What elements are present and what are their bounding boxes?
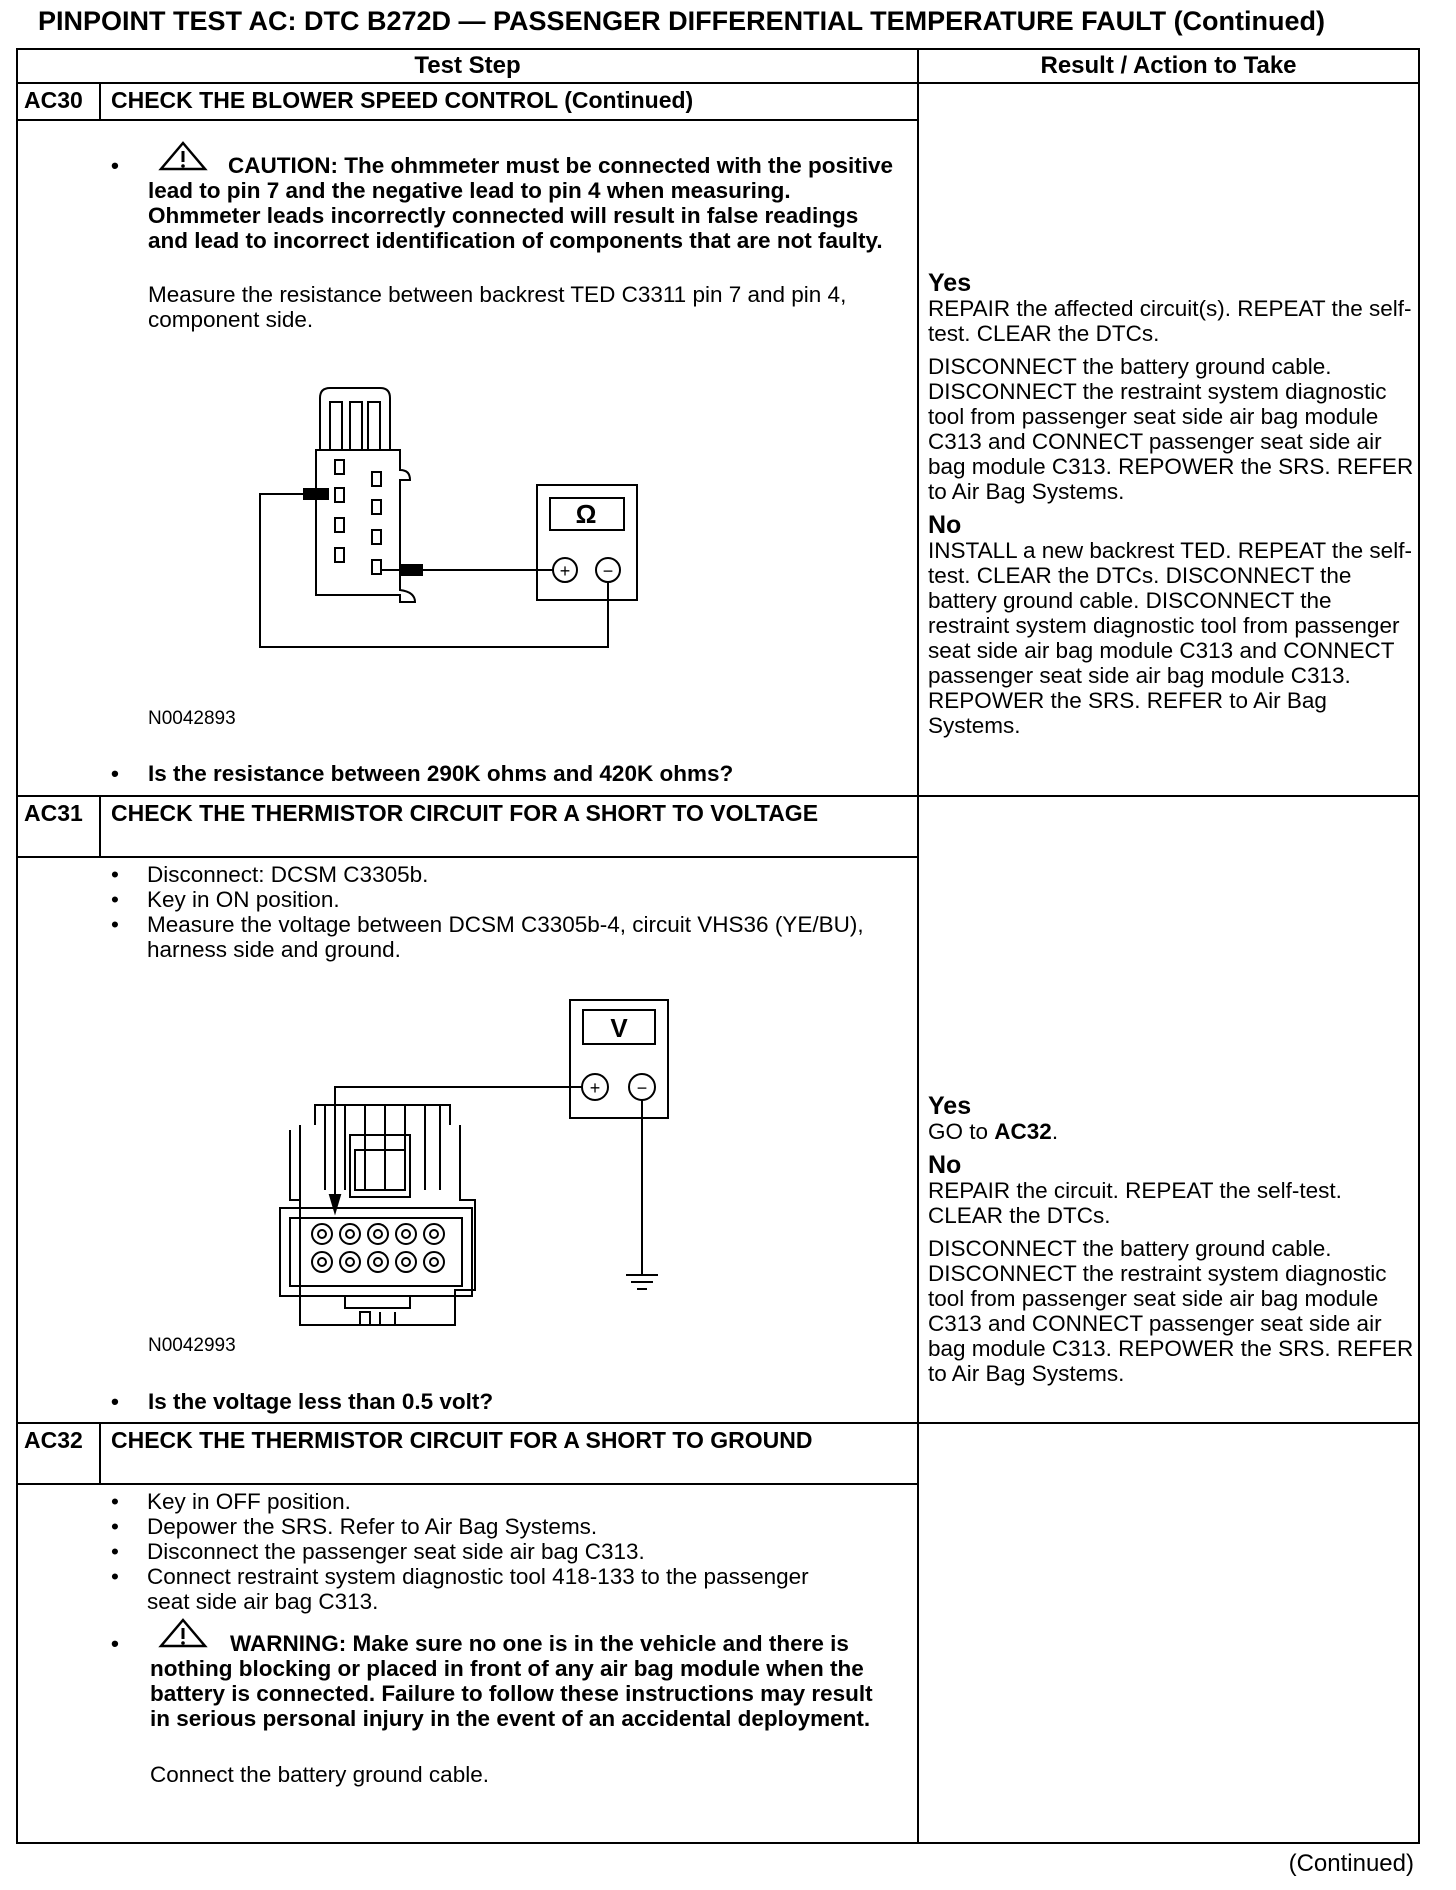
minus-terminal: − xyxy=(636,1078,648,1098)
header-result-action: Result / Action to Take xyxy=(1040,52,1297,79)
step-id-ac32: AC32 xyxy=(24,1427,83,1453)
step-item: • Connect restraint system diagnostic tool 418-133 to the passenger seat side air bag C313. xyxy=(111,1564,851,1614)
voltmeter-connector-diagram xyxy=(250,990,690,1340)
no-label: No xyxy=(928,1151,962,1179)
step-item: • Disconnect: DCSM C3305b. xyxy=(111,862,901,887)
question-ac30: Is the resistance between 290K ohms and 420K ohms? xyxy=(148,761,734,786)
row-divider xyxy=(16,1422,1420,1424)
connect-text-ac32: Connect the battery ground cable. xyxy=(150,1762,489,1787)
no-label: No xyxy=(928,511,962,539)
step-title-divider xyxy=(16,856,919,858)
header-divider xyxy=(16,82,1420,84)
goto-ac32-link[interactable]: AC32 xyxy=(994,1119,1052,1144)
step-title-ac30: CHECK THE BLOWER SPEED CONTROL (Continued) xyxy=(111,87,694,113)
bullet: • xyxy=(111,153,119,178)
minus-terminal: − xyxy=(602,561,614,581)
header-test-step: Test Step xyxy=(414,52,521,79)
yes-followup-ac30: DISCONNECT the battery ground cable. DISCONNECT the restraint system diagnostic tool from passenger seat side air bag module C313 and CONNECT passenger seat side air bag module C313. REPOWER the SRS. REFER to Air Bag Systems. xyxy=(928,354,1414,504)
bullet: • xyxy=(111,761,119,786)
row-divider xyxy=(16,795,1420,797)
step-title-ac31: CHECK THE THERMISTOR CIRCUIT FOR A SHORT TO VOLTAGE xyxy=(111,800,819,826)
question-ac31: Is the voltage less than 0.5 volt? xyxy=(148,1389,494,1414)
yes-prefix: GO to xyxy=(928,1119,995,1144)
no-followup-ac31: DISCONNECT the battery ground cable. DISCONNECT the restraint system diagnostic tool from passenger seat side air bag module C313 and CONNECT passenger seat side air bag module C313. REPOWER the SRS. REFER to Air Bag Systems. xyxy=(928,1236,1414,1386)
plus-terminal: + xyxy=(589,1078,601,1098)
steps-ac31 xyxy=(111,862,901,962)
ohmmeter-connector-diagram xyxy=(250,380,650,660)
figure-id-ac31: N0042993 xyxy=(148,1335,236,1356)
yes-text-ac31 xyxy=(928,1119,1418,1144)
step-id-ac31: AC31 xyxy=(24,800,83,826)
continued-label: (Continued) xyxy=(1288,1850,1414,1877)
step-item: • Depower the SRS. Refer to Air Bag Systems. xyxy=(111,1514,851,1539)
caution-text-ac30: CAUTION: The ohmmeter must be connected with the positive lead to pin 7 and the negative lead to pin 4 when measuring. Ohmmeter leads incorrectly connected will result in false readings and lead to incorrect identification of components that are not faulty. xyxy=(148,153,894,253)
step-item: • Key in OFF position. xyxy=(111,1489,851,1514)
no-text-ac30: INSTALL a new backrest TED. REPEAT the self-test. CLEAR the DTCs. DISCONNECT the battery ground cable. DISCONNECT the restraint system diagnostic tool from passenger seat side air bag module C313 and CONNECT passenger seat side air bag module C313. REPOWER the SRS. REFER to Air Bag Systems. xyxy=(928,538,1412,738)
steps-ac32 xyxy=(111,1489,851,1614)
yes-label: Yes xyxy=(928,269,972,297)
result-ac30 xyxy=(928,270,1418,746)
warning-text-ac32: WARNING: Make sure no one is in the vehicle and there is nothing blocking or placed in front of any air bag module when the battery is connected. Failure to follow these instructions may result in serious personal injury in the event of an accidental deployment. xyxy=(150,1631,873,1731)
step-id-divider xyxy=(99,1422,101,1484)
step-id-divider xyxy=(99,795,101,857)
yes-text-ac30: REPAIR the affected circuit(s). REPEAT the self-test. CLEAR the DTCs. xyxy=(928,296,1412,346)
yes-suffix: . xyxy=(1051,1119,1059,1144)
meter-symbol: V xyxy=(610,1013,628,1043)
step-item: • Disconnect the passenger seat side air bag C313. xyxy=(111,1539,851,1564)
bullet: • xyxy=(111,1389,119,1414)
step-title-divider xyxy=(16,119,919,121)
result-ac31 xyxy=(928,1093,1418,1394)
meter-symbol: Ω xyxy=(575,499,597,529)
step-id-divider xyxy=(99,82,101,120)
page-title: PINPOINT TEST AC: DTC B272D — PASSENGER DIFFERENTIAL TEMPERATURE FAULT (Continued) xyxy=(38,6,1326,36)
step-id-ac30: AC30 xyxy=(24,87,83,113)
bullet: • xyxy=(111,1631,119,1656)
step-title-divider xyxy=(16,1483,919,1485)
step-item: • Key in ON position. xyxy=(111,887,901,912)
measure-text-ac30: Measure the resistance between backrest TED C3311 pin 7 and pin 4, component side. xyxy=(148,282,847,332)
figure-id-ac30: N0042893 xyxy=(148,708,236,729)
plus-terminal: + xyxy=(559,561,571,581)
step-item: • Measure the voltage between DCSM C3305b-4, circuit VHS36 (YE/BU), harness side and ground. xyxy=(111,912,901,962)
column-divider xyxy=(917,48,919,1844)
step-title-ac32: CHECK THE THERMISTOR CIRCUIT FOR A SHORT TO GROUND xyxy=(111,1427,813,1453)
yes-label: Yes xyxy=(928,1092,972,1120)
no-text-ac31: REPAIR the circuit. REPEAT the self-test. CLEAR the DTCs. xyxy=(928,1178,1342,1228)
